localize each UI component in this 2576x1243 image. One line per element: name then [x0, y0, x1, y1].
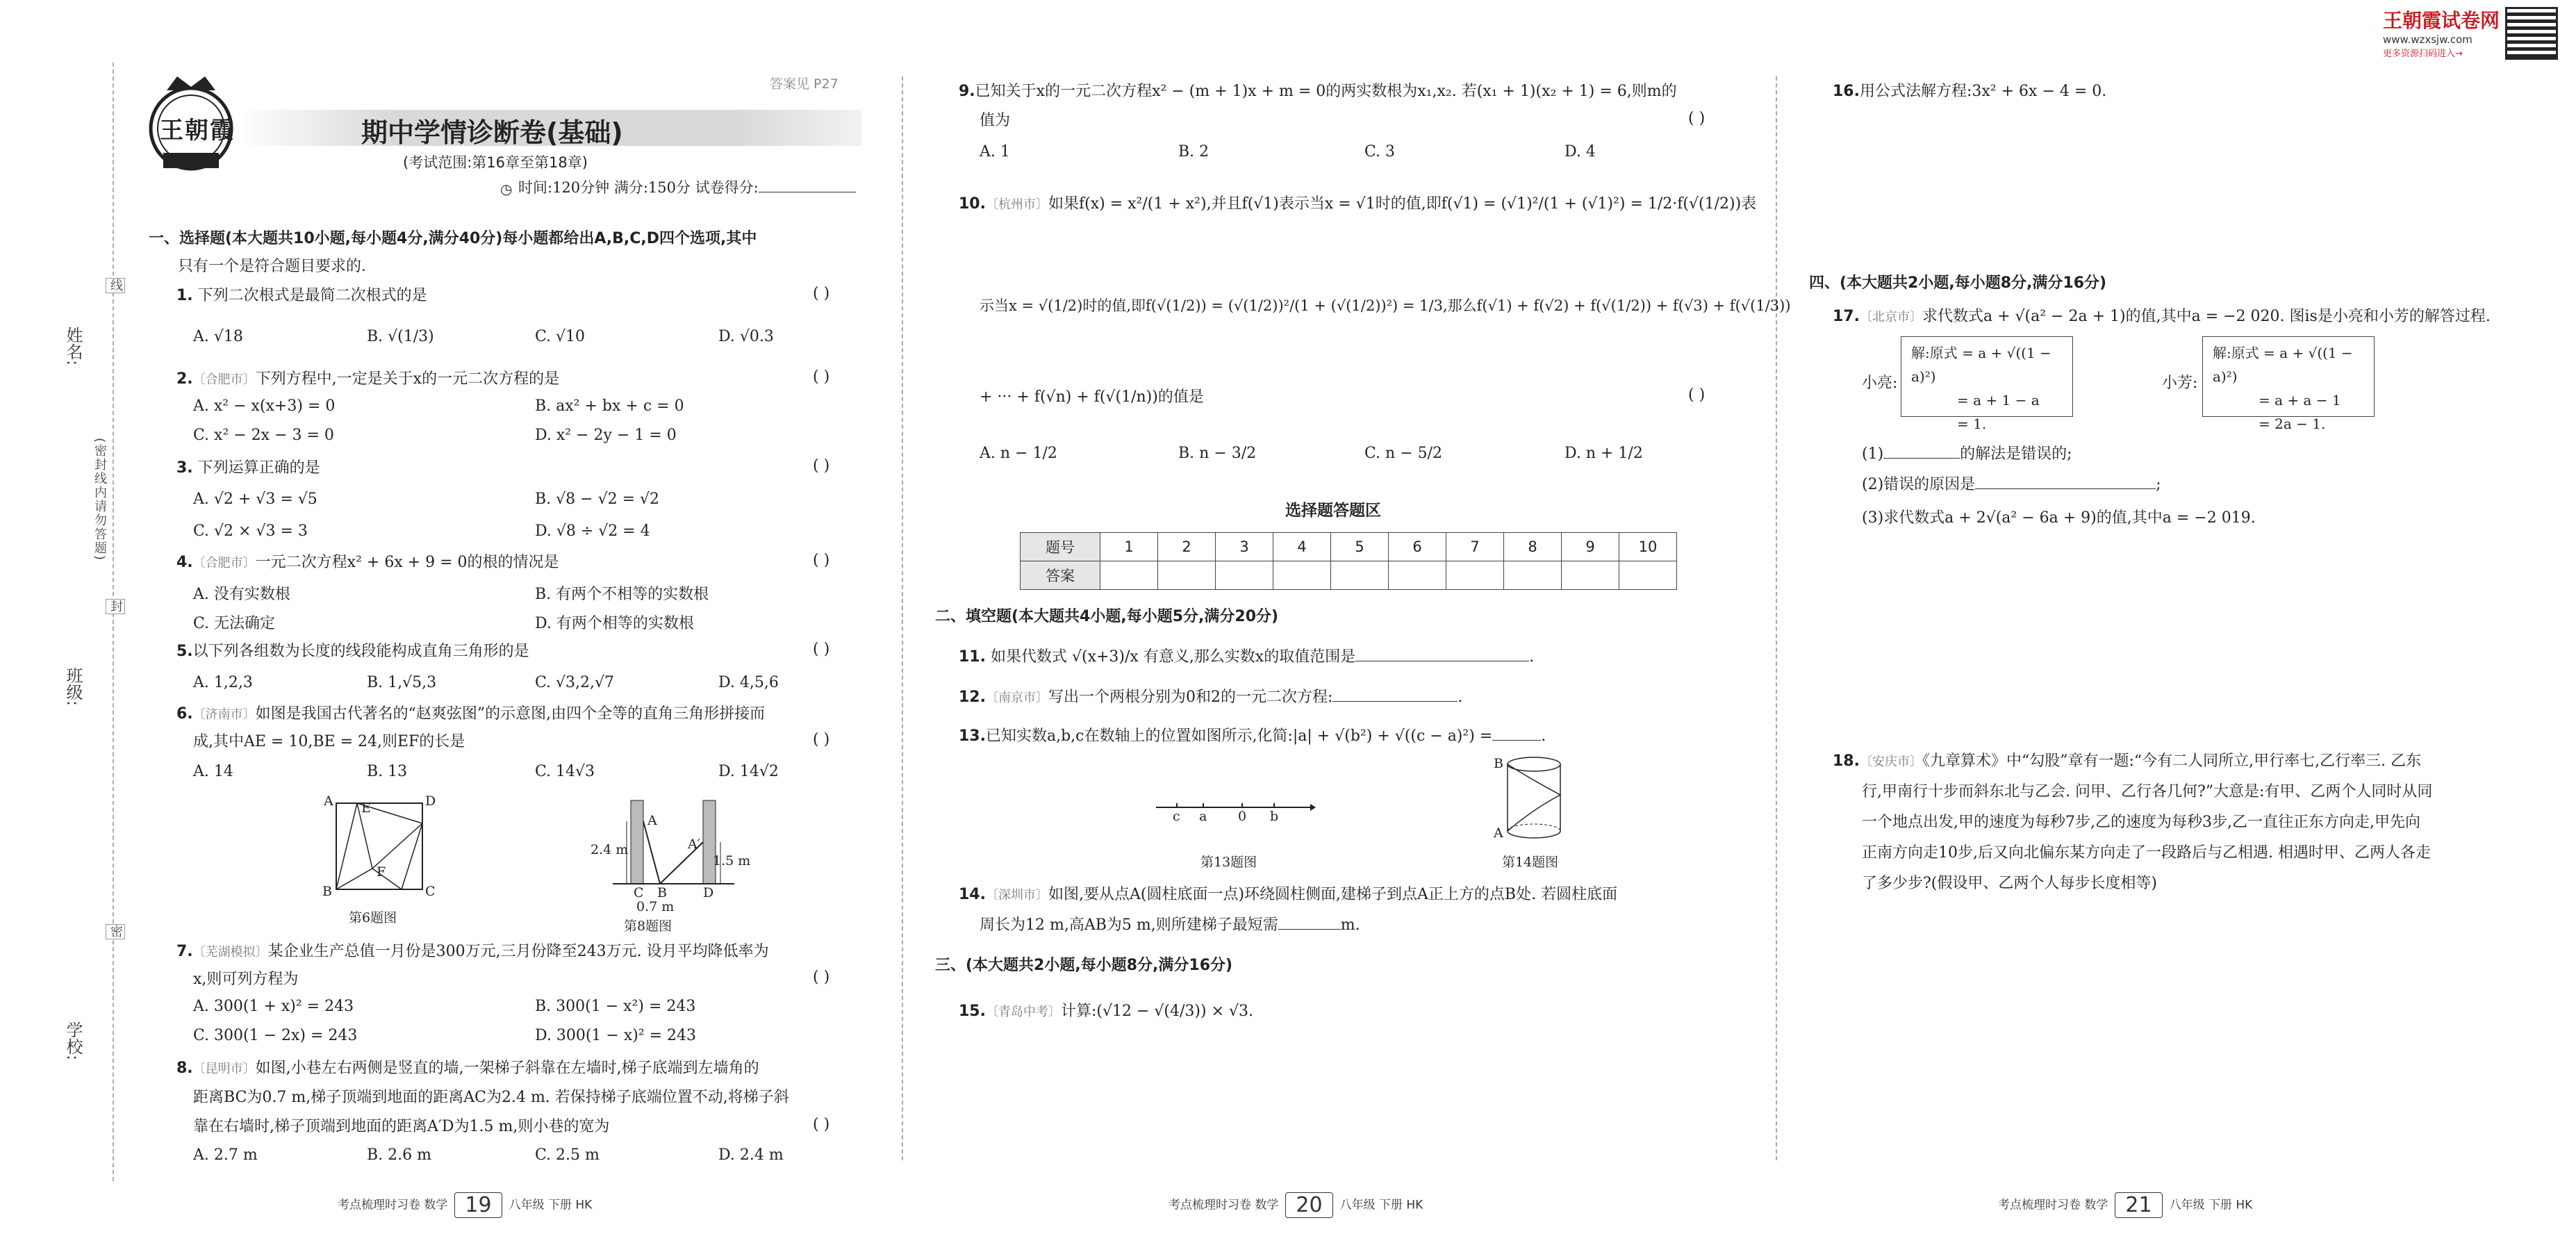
answer-cell-2[interactable]	[1158, 561, 1216, 590]
page-title: 期中学情诊断卷(基础)	[361, 117, 623, 148]
q2-option-c: C. x² − 2x − 3 = 0	[193, 427, 334, 444]
answer-table-row2-head: 答案	[1021, 561, 1100, 590]
question-17-part2: (2)错误的原因是 ;	[1862, 476, 2161, 493]
answer-bracket-9[interactable]: ( )	[1688, 110, 1706, 127]
footer-page-19: 考点梳理时习卷 数学 19 八年级 下册 HK	[338, 1193, 593, 1217]
page-number: 21	[2115, 1192, 2162, 1218]
question-4: 4.〔合肥市〕一元二次方程x² + 6x + 9 = 0的根的情况是	[176, 554, 559, 571]
figure-13	[1156, 793, 1316, 835]
q6-option-d: D. 14√2	[718, 763, 779, 780]
q4-option-b: B. 有两个不相等的实数根	[535, 586, 709, 603]
section-4-heading: 四、(本大题共2小题,每小题8分,满分16分)	[1809, 274, 2107, 292]
answer-cell-5[interactable]	[1331, 561, 1389, 590]
seal-mark-3: 密	[106, 924, 125, 939]
q3-option-b: B. √8 − √2 = √2	[535, 491, 660, 508]
answer-table-number: 9	[1562, 533, 1619, 561]
section-3-heading: 三、(本大题共2小题,每小题8分,满分16分)	[935, 957, 1233, 974]
footer-page-21: 考点梳理时习卷 数学 21 八年级 下册 HK	[1998, 1193, 2253, 1217]
question-9-line2: 值为	[980, 112, 1011, 129]
question-12: 12.〔南京市〕写出一个两根分别为0和2的一元二次方程: .	[959, 689, 1463, 706]
q8-option-d: D. 2.4 m	[718, 1146, 784, 1164]
fig8-label-a: A	[647, 813, 657, 828]
brand-title: 王朝霞试卷网	[2383, 9, 2500, 32]
answer-bracket-7[interactable]: ( )	[813, 969, 830, 986]
fang-solution-box	[2202, 336, 2375, 432]
question-14-line2: 周长为12 m,高AB为5 m,则所建梯子最短需 m.	[980, 916, 1360, 934]
q3-option-a: A. √2 + √3 = √5	[193, 491, 317, 508]
answer-table-number: 2	[1158, 533, 1216, 561]
question-6-line1: 6.〔济南市〕如图是我国古代著名的“赵爽弦图”的示意图,由四个全等的直角三角形拼接而	[176, 705, 766, 723]
question-5: 5.以下列各组数为长度的线段能构成直角三角形的是	[176, 643, 529, 660]
seal-mark-2: 封	[106, 599, 125, 614]
answer-bracket-3[interactable]: ( )	[813, 457, 830, 475]
answer-blank-13[interactable]	[1492, 740, 1541, 741]
question-11: 11. 如果代数式 √(x+3)/x 有意义,那么实数x的取值范围是 .	[959, 648, 1535, 666]
question-18-line4: 正南方向走10步,后又向北偏东某方向走了一段路后与乙相遇. 相遇时甲、乙两人各走	[1862, 844, 2431, 862]
answer-bracket-8[interactable]: ( )	[813, 1116, 830, 1133]
question-1: 1. 下列二次根式是最简二次根式的是	[176, 287, 427, 304]
answer-bracket-2[interactable]: ( )	[813, 368, 830, 386]
question-7-line1: 7.〔芜湖模拟〕某企业生产总值一月份是300万元,三月份降至243万元. 设月平均降低率为	[176, 943, 769, 960]
seal-mark-1: 线	[106, 278, 125, 293]
fig8-label-height-left: 2.4 m	[591, 842, 629, 857]
liang-line-1: 解:原式 = a + √((1 − a)²)	[1911, 345, 2051, 385]
answer-table-answer-row	[1021, 561, 1677, 590]
column-divider-2	[1776, 76, 1777, 1160]
q7-option-c: C. 300(1 − 2x) = 243	[193, 1027, 358, 1044]
q6-option-c: C. 14√3	[535, 763, 595, 780]
question-18-line3: 一个地点出发,甲的速度为每秒7步,乙的速度为每秒3步,乙一直往正东方向走,甲先向	[1862, 814, 2420, 831]
answer-bracket-5[interactable]: ( )	[813, 641, 830, 658]
section-1-heading-line2: 只有一个是符合题目要求的.	[178, 258, 366, 275]
fig8-label-d: D	[703, 885, 714, 900]
q10-option-c: C. n − 5/2	[1364, 445, 1443, 462]
fig6-label-d: D	[425, 793, 436, 809]
question-15: 15.〔青岛中考〕计算:(√12 − √(4/3)) × √3.	[959, 1003, 1254, 1020]
question-10-line2: 示当x = √(1/2)时的值,即f(√(1/2)) = (√(1/2))²/(1 + (√(1/2))²) = 1/3,那么f(√1) + f(√2) + f(√(1/2)) + f(√3) + f(√(1/3))	[980, 297, 1791, 314]
q10-option-d: D. n + 1/2	[1564, 445, 1643, 462]
q4-option-a: A. 没有实数根	[193, 586, 290, 603]
question-8-line2: 距离BC为0.7 m,梯子顶端到地面的距离AC为2.4 m. 若保持梯子底端位置不动,将梯子斜	[193, 1089, 789, 1106]
footer-page-20: 考点梳理时习卷 数学 20 八年级 下册 HK	[1169, 1193, 1423, 1217]
fang-line-1: 解:原式 = a + √((1 − a)²)	[2213, 345, 2353, 385]
answer-cell-4[interactable]	[1273, 561, 1331, 590]
section-1-heading-line1: 一、选择题(本大题共10小题,每小题4分,满分40分)每小题都给出A,B,C,D四个选项,其中	[149, 230, 757, 247]
fig8-label-width: 0.7 m	[636, 899, 675, 914]
figure-8-caption: 第8题图	[624, 919, 672, 934]
liang-line-2: = a + 1 − a	[1957, 392, 2040, 409]
class-label: 班级:	[63, 667, 83, 707]
q5-option-b: B. 1,√5,3	[367, 674, 437, 691]
answer-blank-14[interactable]	[1278, 929, 1341, 930]
answer-table-number: 3	[1216, 533, 1273, 561]
answer-table-number-row	[1021, 533, 1677, 561]
q5-option-a: A. 1,2,3	[193, 674, 253, 691]
figure-13-caption: 第13题图	[1200, 855, 1257, 870]
answer-table-number: 1	[1100, 533, 1158, 561]
answer-ref: 答案见 P27	[770, 76, 839, 92]
q4-option-d: D. 有两个相等的实数根	[535, 615, 694, 632]
answer-blank-17-2[interactable]	[1975, 488, 2156, 489]
q9-option-d: D. 4	[1564, 143, 1596, 160]
question-18-line5: 了多少步?(假设甲、乙两个人每步长度相等)	[1862, 875, 2157, 892]
q8-option-b: B. 2.6 m	[367, 1146, 431, 1164]
question-8-line3: 靠在右墙时,梯子顶端到地面的距离A′D为1.5 m,则小巷的宽为	[193, 1118, 610, 1135]
section-2-heading: 二、填空题(本大题共4小题,每小题5分,满分20分)	[935, 608, 1279, 625]
q6-option-b: B. 13	[367, 763, 408, 780]
q9-option-c: C. 3	[1364, 143, 1396, 160]
q2-option-a: A. x² − x(x+3) = 0	[193, 397, 336, 415]
fig13-label-a: a	[1199, 809, 1207, 824]
exam-scope: (考试范围:第16章至第18章)	[403, 154, 588, 171]
answer-bracket-4[interactable]: ( )	[813, 552, 830, 569]
seal-note: (密封线内请勿答题)	[92, 438, 107, 562]
answer-bracket-1[interactable]: ( )	[813, 285, 830, 302]
answer-table-number: 6	[1389, 533, 1446, 561]
answer-bracket-10[interactable]: ( )	[1688, 386, 1706, 404]
question-10-line3: + ··· + f(√n) + f(√(1/n))的值是	[980, 388, 1204, 406]
q4-option-c: C. 无法确定	[193, 615, 276, 632]
q7-option-a: A. 300(1 + x)² = 243	[193, 998, 354, 1015]
answer-blank-12[interactable]	[1332, 701, 1458, 702]
figure-14	[1492, 753, 1569, 843]
question-8-line1: 8.〔昆明市〕如图,小巷左右两侧是竖直的墙,一架梯子斜靠在左墙时,梯子底端到左墙角的	[176, 1060, 759, 1077]
fig13-label-b: b	[1270, 809, 1279, 824]
question-9-line1: 9.已知关于x的一元二次方程x² − (m + 1)x + m = 0的两实数根为x₁,x₂. 若(x₁ + 1)(x₂ + 1) = 6,则m的	[959, 83, 1677, 100]
fig8-label-height-right: 1.5 m	[713, 853, 751, 869]
question-16: 16.用公式法解方程:3x² + 6x − 4 = 0.	[1833, 83, 2107, 100]
fig8-label-c: C	[634, 885, 644, 900]
fang-line-2: = a + a − 1	[2259, 392, 2341, 409]
logo-text: 王朝霞	[160, 117, 235, 145]
figure-14-caption: 第14题图	[1502, 855, 1559, 870]
brand-logo	[2383, 6, 2500, 59]
q10-option-b: B. n − 3/2	[1178, 445, 1257, 462]
fig13-label-zero: 0	[1238, 809, 1247, 824]
q1-option-a: A. √18	[193, 328, 243, 345]
q2-option-d: D. x² − 2y − 1 = 0	[535, 427, 677, 444]
question-7-line2: x,则可列方程为	[193, 971, 299, 988]
fig14-label-b: B	[1494, 756, 1503, 771]
fig6-label-b: B	[322, 884, 332, 899]
fig8-label-a-prime: A′	[688, 837, 701, 852]
answer-cell-6[interactable]	[1389, 561, 1446, 590]
name-label: 姓名:	[63, 327, 83, 366]
question-10-line1: 10.〔杭州市〕如果f(x) = x²/(1 + x²),并且f(√1)表示当x = √1时的值,即f(√1) = (√1)²/(1 + (√1)²) = 1/2·f(√(1/2))表	[959, 195, 1757, 213]
question-13: 13.已知实数a,b,c在数轴上的位置如图所示,化简:|a| + √(b²) + √((c − a)²) = .	[959, 727, 1546, 745]
fig6-label-f: F	[377, 864, 386, 880]
liang-line-3: = 1.	[1957, 415, 1987, 432]
question-14-line1: 14.〔深圳市〕如图,要从点A(圆柱底面一点)环绕圆柱侧面,建梯子到点A正上方的点B处. 若圆柱底面	[959, 886, 1618, 903]
q5-option-d: D. 4,5,6	[718, 674, 779, 691]
binding-line	[113, 63, 114, 1181]
fig6-label-a: A	[324, 793, 333, 809]
q6-option-a: A. 14	[193, 763, 233, 780]
answer-table-number: 8	[1504, 533, 1562, 561]
fig6-label-c: C	[425, 884, 436, 899]
fang-line-3: = 2a − 1.	[2259, 415, 2326, 432]
question-18-line1: 18.〔安庆市〕《九章算术》中“勾股”章有一题:“今有二人同所立,甲行率七,乙行率三. 乙东	[1833, 752, 2422, 770]
q10-option-a: A. n − 1/2	[980, 445, 1057, 462]
answer-table-title: 选择题答题区	[1285, 502, 1381, 520]
answer-cell-3[interactable]	[1216, 561, 1273, 590]
answer-table-number: 10	[1619, 533, 1677, 561]
answer-table-number: 5	[1331, 533, 1389, 561]
answer-blank-17-1[interactable]	[1883, 458, 1960, 459]
fig8-label-b: B	[657, 885, 667, 900]
fig14-label-a: A	[1494, 825, 1503, 841]
answer-cell-10[interactable]	[1619, 561, 1677, 590]
figure-8	[585, 793, 752, 912]
fang-label: 小芳:	[2162, 374, 2198, 392]
time-info: 时间:120分钟 满分:150分 试卷得分:	[518, 176, 856, 199]
q1-option-d: D. √0.3	[718, 328, 774, 345]
q8-option-c: C. 2.5 m	[535, 1146, 600, 1164]
page-number: 19	[454, 1192, 502, 1218]
question-3: 3. 下列运算正确的是	[176, 459, 320, 477]
column-divider-1	[902, 76, 903, 1160]
answer-cell-8[interactable]	[1504, 561, 1562, 590]
liang-solution-box	[1901, 336, 2073, 432]
liang-label: 小亮:	[1862, 374, 1898, 392]
brand-slogan: 更多资源扫码进入→	[2383, 49, 2463, 59]
q7-option-b: B. 300(1 − x²) = 243	[535, 998, 696, 1015]
q3-option-d: D. √8 ÷ √2 = 4	[535, 522, 650, 540]
q9-option-b: B. 2	[1178, 143, 1209, 160]
answer-table-number: 4	[1273, 533, 1331, 561]
page-number: 20	[1285, 1192, 1332, 1218]
fig6-label-e: E	[361, 800, 371, 816]
q9-option-a: A. 1	[980, 143, 1010, 160]
answer-cell-7[interactable]	[1446, 561, 1504, 590]
brand-url: www.wzxsjw.com	[2383, 33, 2472, 46]
answer-bracket-6[interactable]: ( )	[813, 731, 830, 748]
q5-option-c: C. √3,2,√7	[535, 674, 615, 691]
q1-option-b: B. √(1/3)	[367, 328, 434, 345]
question-17-part1: (1) 的解法是错误的;	[1862, 445, 2072, 463]
q7-option-d: D. 300(1 − x)² = 243	[535, 1027, 697, 1044]
q3-option-c: C. √2 × √3 = 3	[193, 522, 308, 540]
school-label: 学校:	[63, 1021, 83, 1061]
answer-table-row1-head: 题号	[1021, 533, 1100, 561]
figure-6-caption: 第6题图	[349, 910, 397, 925]
q2-option-b: B. ax² + bx + c = 0	[535, 397, 684, 415]
logo-seal	[139, 69, 243, 174]
question-17-part3: (3)求代数式a + 2√(a² − 6a + 9)的值,其中a = −2 019.	[1862, 509, 2256, 527]
qr-code-icon[interactable]	[2505, 7, 2558, 60]
q8-option-a: A. 2.7 m	[193, 1146, 258, 1164]
question-17: 17.〔北京市〕求代数式a + √(a² − 2a + 1)的值,其中a = −2 020. 图is是小亮和小芳的解答过程.	[1833, 308, 2491, 325]
question-18-line2: 行,甲南行十步而斜东北与乙会. 问甲、乙行各几何?”大意是:有甲、乙两个人同时从同	[1862, 783, 2433, 800]
answer-table-number: 7	[1446, 533, 1504, 561]
clock-icon: ◷	[500, 181, 513, 197]
answer-cell-1[interactable]	[1100, 561, 1158, 590]
question-2: 2.〔合肥市〕下列方程中,一定是关于x的一元二次方程的是	[176, 370, 560, 388]
q1-option-c: C. √10	[535, 328, 586, 345]
fig13-label-c: c	[1173, 809, 1180, 824]
answer-cell-9[interactable]	[1562, 561, 1619, 590]
answer-table	[1020, 532, 1677, 590]
question-6-line2: 成,其中AE = 10,BE = 24,则EF的长是	[193, 733, 465, 750]
figure-6	[322, 793, 438, 902]
